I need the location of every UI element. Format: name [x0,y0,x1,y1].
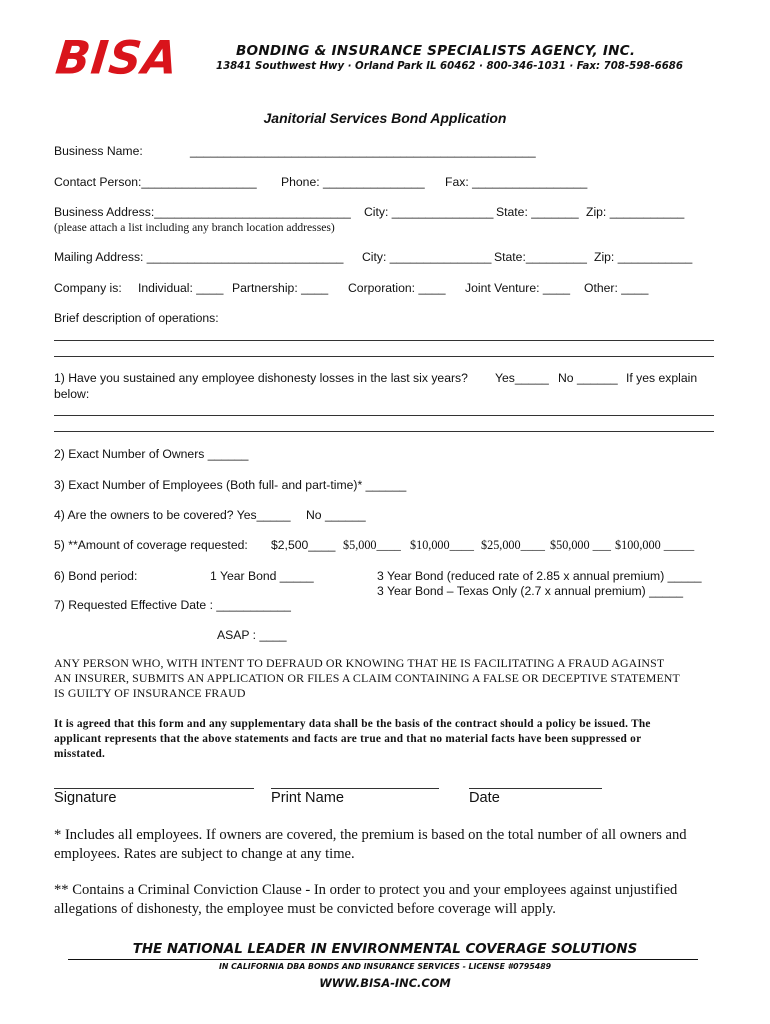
operations-label: Brief description of operations: [54,311,219,325]
coverage-option-100000[interactable]: $100,000 _____ [615,538,695,552]
signature-line[interactable] [54,788,254,789]
agreement-line-3: misstated. [54,748,106,760]
partnership-option[interactable]: Partnership: ____ [232,281,329,295]
q4-owners-covered-yes[interactable]: 4) Are the owners to be covered? Yes_____ [54,508,291,522]
joint-venture-option[interactable]: Joint Venture: ____ [465,281,571,295]
q1-explain-line-1[interactable] [54,415,714,416]
signature-label: Signature [54,790,117,806]
mailing-state-field[interactable]: State:_________ [494,250,587,264]
mailing-zip-field[interactable]: Zip: ___________ [594,250,693,264]
agreement-line-2: applicant represents that the above statements and facts are true and that no material facts have been suppressed or [54,733,642,745]
bond-3-year-option[interactable]: 3 Year Bond (reduced rate of 2.85 x annual premium) _____ [377,569,702,583]
print-name-line[interactable] [271,788,439,789]
criminal-clause-note-line-2: allegations of dishonesty, the employee must be convicted before coverage will apply. [54,901,556,917]
contact-person-field[interactable]: Contact Person:_________________ [54,175,257,189]
branch-locations-note: (please attach a list including any branch location addresses) [54,221,335,234]
coverage-option-5000[interactable]: $5,000____ [343,538,401,552]
business-name-label: Business Name: [54,144,143,158]
fraud-warning-line-2: AN INSURER, SUBMITS AN APPLICATION OR FILES A CLAIM CONTAINING A FALSE OR DECEPTIVE STATEMENT [54,671,680,685]
business-state-field[interactable]: State: _______ [496,205,579,219]
q1-yes-option[interactable]: Yes_____ [495,371,549,385]
business-zip-field[interactable]: Zip: ___________ [586,205,685,219]
footer-slogan: THE NATIONAL LEADER IN ENVIRONMENTAL COVERAGE SOLUTIONS [132,942,638,957]
operations-line-1[interactable] [54,340,714,341]
bisa-logo: BISA [53,30,182,85]
bond-1-year-option[interactable]: 1 Year Bond _____ [210,569,314,583]
q4-owners-covered-no[interactable]: No ______ [306,508,366,522]
coverage-option-10000[interactable]: $10,000____ [410,538,474,552]
print-name-label: Print Name [271,790,344,806]
criminal-clause-note-line-1: ** Contains a Criminal Conviction Clause - In order to protect you and your employees against unjustified [54,882,678,898]
q7-effective-date-field[interactable]: 7) Requested Effective Date : ___________ [54,598,291,612]
asap-option[interactable]: ASAP : ____ [217,628,287,642]
footer-license: IN CALIFORNIA DBA BONDS AND INSURANCE SERVICES - LICENSE #0795489 [218,962,552,971]
q1-explain-line-2[interactable] [54,431,714,432]
agency-address: 13841 Southwest Hwy · Orland Park IL 60462 · 800-346-1031 · Fax: 708-598-6686 [216,61,683,72]
form-title: Janitorial Services Bond Application [263,110,507,126]
q2-owners-field[interactable]: 2) Exact Number of Owners ______ [54,447,249,461]
date-label: Date [469,790,500,806]
q3-employees-field[interactable]: 3) Exact Number of Employees (Both full- and part-time)* ______ [54,478,407,492]
agreement-line-1: It is agreed that this form and any supplementary data shall be the basis of the contract should a policy be issued. The [54,718,651,730]
mailing-city-field[interactable]: City: _______________ [362,250,492,264]
q5-coverage-label: 5) **Amount of coverage requested: [54,538,248,552]
coverage-option-50000[interactable]: $50,000 ___ [550,538,611,552]
individual-option[interactable]: Individual: ____ [138,281,224,295]
q1-explain-label: If yes explain [626,371,698,385]
fax-field[interactable]: Fax: _________________ [445,175,588,189]
phone-field[interactable]: Phone: _______________ [281,175,425,189]
business-name-field[interactable]: ___________________________________________________ [190,144,536,158]
business-city-field[interactable]: City: _______________ [364,205,494,219]
q1-question: 1) Have you sustained any employee dishonesty losses in the last six years? [54,371,468,385]
employees-note-line-2: employees. Rates are subject to change at any time. [54,846,355,862]
fraud-warning-line-3: IS GUILTY OF INSURANCE FRAUD [54,686,246,700]
footer-website[interactable]: WWW.BISA-INC.COM [319,976,451,990]
employees-note-line-1: * Includes all employees. If owners are covered, the premium is based on the total number of all owners and [54,827,687,843]
mailing-address-field[interactable]: Mailing Address: _____________________________ [54,250,344,264]
operations-line-2[interactable] [54,356,714,357]
other-option[interactable]: Other: ____ [584,281,649,295]
q1-no-option[interactable]: No ______ [558,371,618,385]
business-address-field[interactable]: Business Address:_____________________________ [54,205,351,219]
coverage-option-25000[interactable]: $25,000____ [481,538,545,552]
fraud-warning-line-1: ANY PERSON WHO, WITH INTENT TO DEFRAUD OR KNOWING THAT HE IS FACILITATING A FRAUD AGAINST [54,656,665,670]
bond-3-year-texas-option[interactable]: 3 Year Bond – Texas Only (2.7 x annual premium) _____ [377,584,684,598]
coverage-option-2500[interactable]: $2,500____ [271,538,336,552]
corporation-option[interactable]: Corporation: ____ [348,281,446,295]
agency-name: BONDING & INSURANCE SPECIALISTS AGENCY, INC. [236,43,636,59]
q6-bond-period-label: 6) Bond period: [54,569,138,583]
q1-below-label: below: [54,387,90,401]
company-type-label: Company is: [54,281,122,295]
footer-divider [68,959,698,960]
date-line[interactable] [469,788,602,789]
